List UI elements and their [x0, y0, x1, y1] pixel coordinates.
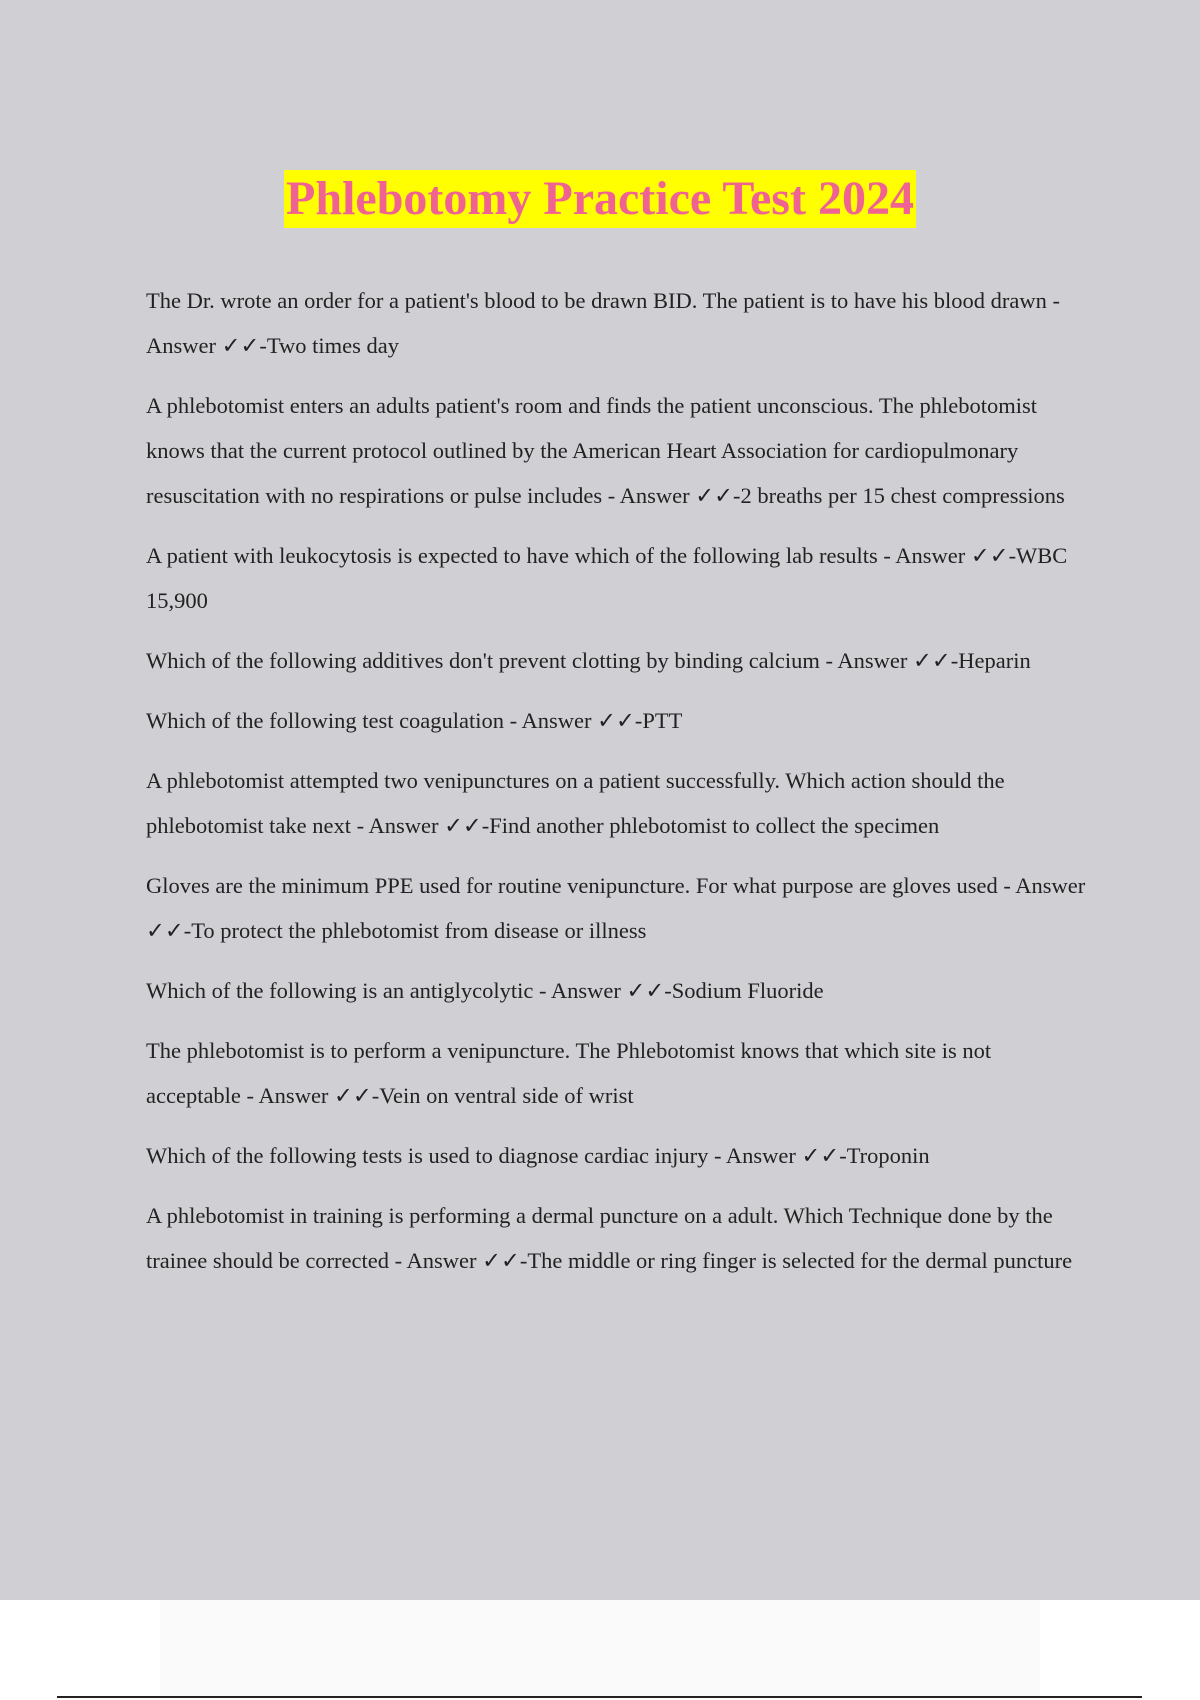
qa-item [146, 863, 1091, 953]
answer-label: Answer [258, 1083, 329, 1108]
double-check-icon: ✓✓ [913, 648, 951, 673]
answer-text: -Sodium Fluoride [664, 978, 824, 1003]
answer-text: -Two times day [259, 333, 399, 358]
question-text: The Dr. wrote an order for a patient's blood to be drawn BID. The patient is to have his blood drawn - [146, 288, 1061, 313]
qa-item [146, 698, 1091, 743]
qa-item [146, 533, 1091, 623]
answer-label: Answer [725, 1143, 796, 1168]
double-check-icon: ✓✓ [482, 1248, 520, 1273]
qa-item [146, 1133, 1091, 1178]
answer-label: Answer [1015, 873, 1086, 898]
qa-item [146, 968, 1091, 1013]
answer-label: Answer [406, 1248, 477, 1273]
double-check-icon: ✓✓ [695, 483, 733, 508]
double-check-icon: ✓✓ [221, 333, 260, 358]
answer-label: Answer [368, 813, 439, 838]
double-check-icon: ✓✓ [597, 708, 635, 733]
question-text: Which of the following tests is used to diagnose cardiac injury - [146, 1143, 726, 1168]
qa-item [146, 1193, 1091, 1283]
answer-label: Answer [619, 483, 690, 508]
question-text: Which of the following is an antiglycolytic - [146, 978, 551, 1003]
qa-item [146, 758, 1091, 848]
question-text: A phlebotomist enters an adults patient's room and finds the patient unconscious. The phlebotomist knows that the current protocol outlined by the American Heart Association for cardiopulmonary resuscitation with no respirations or pulse includes - [146, 393, 1038, 508]
footer-shade [160, 1600, 1040, 1696]
qa-item [146, 1028, 1091, 1118]
double-check-icon: ✓✓ [970, 543, 1009, 568]
answer-label: Answer [837, 648, 908, 673]
qa-item [146, 278, 1091, 368]
answer-text: -PTT [634, 708, 683, 733]
question-text: A phlebotomist attempted two venipunctures on a patient successfully. Which action should the phlebotomist take next - [146, 768, 1005, 838]
question-text: Gloves are the minimum PPE used for routine venipuncture. For what purpose are gloves used - [146, 873, 1016, 898]
answer-label: Answer [146, 333, 216, 358]
qa-item [146, 638, 1091, 683]
answer-label: Answer [895, 543, 966, 568]
answer-text: -2 breaths per 15 chest compressions [733, 483, 1065, 508]
question-text: Which of the following additives don't prevent clotting by binding calcium - [146, 648, 838, 673]
title-container [0, 170, 1200, 228]
footer-divider [57, 1696, 1142, 1698]
question-text: A phlebotomist in training is performing a dermal puncture on a adult. Which Technique done by the trainee should be corrected - [146, 1203, 1053, 1273]
question-text: The phlebotomist is to perform a venipuncture. The Phlebotomist knows that which site is not acceptable - [146, 1038, 992, 1108]
double-check-icon: ✓✓ [334, 1083, 372, 1108]
double-check-icon: ✓✓ [801, 1143, 840, 1168]
answer-text: -Heparin [950, 648, 1031, 673]
qa-list [146, 278, 1091, 1298]
answer-label: Answer [550, 978, 621, 1003]
answer-text: -To protect the phlebotomist from disease or illness [183, 918, 647, 943]
answer-text: -Vein on ventral side of wrist [371, 1083, 634, 1108]
double-check-icon: ✓✓ [146, 918, 184, 943]
answer-text: -Find another phlebotomist to collect the specimen [481, 813, 940, 838]
answer-text: -WBC 15,900 [146, 543, 1068, 613]
question-text: A patient with leukocytosis is expected to have which of the following lab results - [146, 543, 896, 568]
answer-text: -The middle or ring finger is selected for the dermal puncture [519, 1248, 1073, 1273]
double-check-icon: ✓✓ [626, 978, 665, 1003]
page-footer [0, 1600, 1200, 1700]
answer-text: -Troponin [839, 1143, 930, 1168]
question-text: Which of the following test coagulation - [146, 708, 522, 733]
qa-item [146, 383, 1091, 518]
document-title: Phlebotomy Practice Test 2024 [284, 170, 916, 228]
double-check-icon: ✓✓ [444, 813, 482, 838]
answer-label: Answer [521, 708, 592, 733]
